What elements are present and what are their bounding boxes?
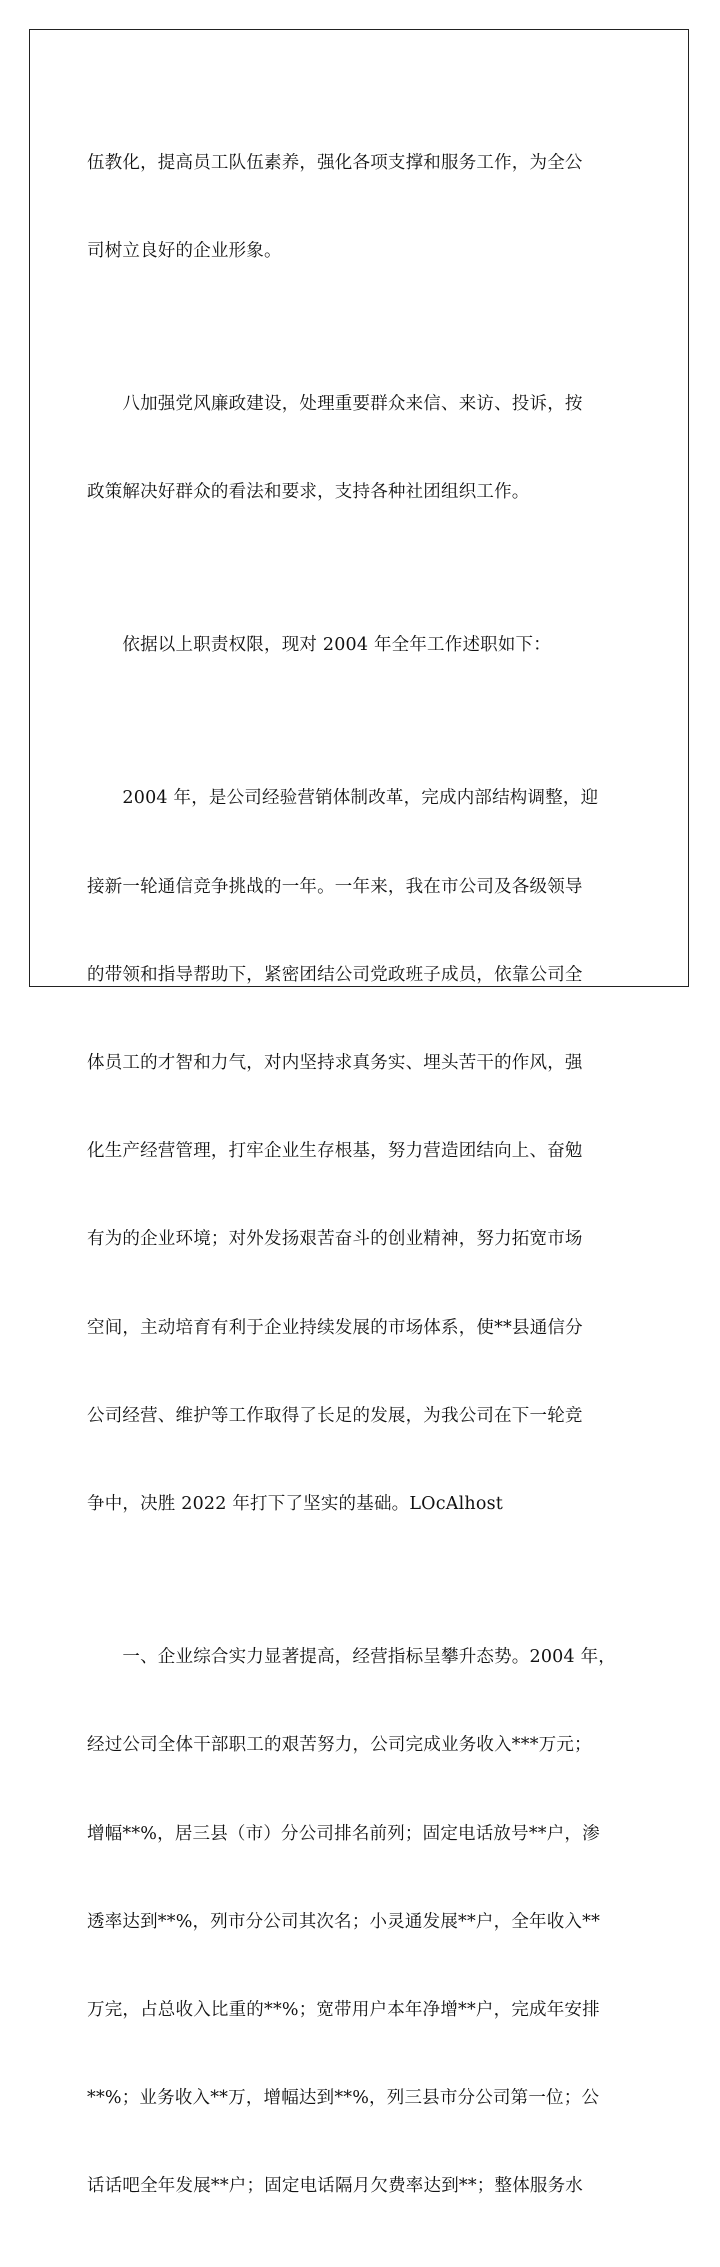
text-line: 政策解决好群众的看法和要求，支持各种社团组织工作。	[87, 482, 530, 503]
text-line: 增幅**%，居三县（市）分公司排名前列；固定电话放号**户，渗	[87, 1823, 600, 1844]
paragraph-5	[87, 1584, 635, 2260]
document-body	[87, 90, 635, 2267]
text-line: 话话吧全年发展**户；固定电话隔月欠费率达到**；整体服务水	[87, 2176, 583, 2197]
paragraph-1	[87, 90, 635, 325]
text-line: 化生产经营管理，打牢企业生存根基，努力营造团结向上、奋勉	[87, 1141, 583, 1162]
paragraph-2	[87, 331, 635, 566]
text-line: 经过公司全体干部职工的艰苦努力，公司完成业务收入***万元；	[87, 1735, 592, 1756]
text-line: 体员工的才智和力气，对内坚持求真务实、埋头苦干的作风，强	[87, 1053, 583, 1073]
text-line: 接新一轮通信竞争挑战的一年。一年来，我在市公司及各级领导	[87, 876, 583, 897]
text-line: 的带领和指导帮助下，紧密团结公司党政班子成员，依靠公司全	[87, 964, 583, 985]
text-line: 一、企业综合实力显著提高，经营指标呈攀升态势。2004 年，	[87, 1647, 616, 1668]
text-line: 依据以上职责权限，现对 2004 年全年工作述职如下：	[87, 635, 551, 656]
text-line: 万完，占总收入比重的**%；宽带用户本年净增**户，完成年安排	[87, 2000, 600, 2020]
text-line: 空间，主动培育有利于企业持续发展的市场体系，使**县通信分	[87, 1317, 583, 1338]
text-line: **%；业务收入**万，增幅达到**%，列三县市分公司第一位；公	[87, 2088, 600, 2109]
text-line: 公司经营、维护等工作取得了长足的发展，为我公司在下一轮竞	[87, 1405, 583, 1426]
text-line: 有为的企业环境；对外发扬艰苦奋斗的创业精神，努力拓宽市场	[87, 1229, 583, 1250]
text-line: 八加强党风廉政建设，处理重要群众来信、来访、投诉，按	[87, 394, 583, 415]
paragraph-4	[87, 726, 635, 1579]
text-line: 司树立良好的企业形象。	[87, 241, 282, 262]
text-line: 2004 年，是公司经验营销体制改革，完成内部结构调整，迎	[87, 788, 599, 809]
text-line: 透率达到**%，列市分公司其次名；小灵通发展**户，全年收入**	[87, 1911, 601, 1932]
text-line: 伍教化，提高员工队伍素养，强化各项支撑和服务工作，为全公	[87, 152, 583, 173]
paragraph-3	[87, 573, 635, 720]
text-line: 争中，决胜 2022 年打下了坚实的基础。LOcAlhost	[87, 1494, 503, 1515]
